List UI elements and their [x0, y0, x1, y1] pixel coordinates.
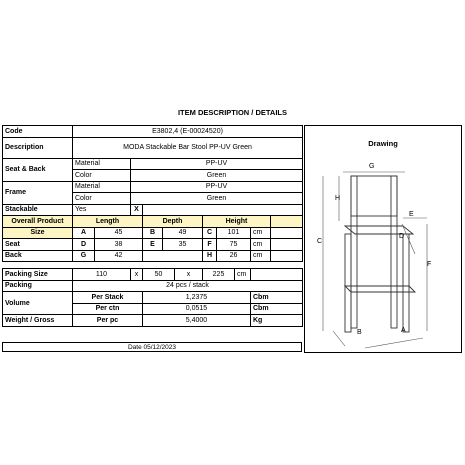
spacer	[3, 262, 303, 269]
seat-back-color-label: Color	[73, 170, 131, 182]
dim-label-f: F	[427, 261, 432, 268]
packing-h: 225	[203, 269, 235, 281]
frame-material-row	[3, 181, 303, 193]
dim-label-h: H	[335, 195, 341, 202]
height-label: Height	[203, 216, 271, 228]
per-stack-label: Per Stack	[73, 292, 143, 304]
packing-unit: cm	[235, 269, 251, 281]
overall-blank	[271, 227, 303, 239]
packing-w: 50	[143, 269, 175, 281]
b-label: B	[143, 227, 163, 239]
per-stack-value: 1,2375	[143, 292, 251, 304]
per-ctn-label: Per ctn	[73, 303, 143, 315]
f-value: 75	[217, 239, 251, 251]
frame-color: Green	[131, 193, 303, 205]
overall-size-row	[3, 227, 303, 239]
back-depth-blank	[143, 250, 203, 262]
b-value: 49	[163, 227, 203, 239]
footrest	[345, 286, 415, 292]
per-pc-label: Per pc	[73, 315, 143, 327]
drawing-panel	[304, 125, 462, 353]
stackable-row	[3, 204, 303, 216]
front-right-leg	[403, 234, 409, 332]
seat-back-material: PP-UV	[131, 158, 303, 170]
dim-label-c: C	[317, 238, 323, 245]
spec-table	[2, 125, 303, 327]
overall-unit: cm	[251, 227, 271, 239]
date-stamp: Date 05/12/2023	[2, 342, 302, 352]
frame-label: Frame	[3, 181, 73, 204]
seat-blank	[271, 239, 303, 251]
a-label: A	[73, 227, 95, 239]
length-label: Length	[73, 216, 143, 228]
packing-x1: x	[131, 269, 143, 281]
e-label: E	[143, 239, 163, 251]
seat-row	[3, 239, 303, 251]
frame-material: PP-UV	[131, 181, 303, 193]
packing-size-row	[3, 269, 303, 281]
h-label: H	[203, 250, 217, 262]
d-value: 38	[95, 239, 143, 251]
seat-back-label: Seat & Back	[3, 158, 73, 181]
backrest	[351, 176, 397, 216]
seat-back-material-row	[3, 158, 303, 170]
packing-label: Packing	[3, 280, 73, 292]
packing-l: 110	[73, 269, 131, 281]
description-value: MODA Stackable Bar Stool PP-UV Green	[73, 137, 303, 158]
per-stack-unit: Cbm	[251, 292, 303, 304]
code-row	[3, 126, 303, 138]
rear-right-leg	[391, 176, 397, 328]
packing-x2: x	[175, 269, 203, 281]
stackable-label: Stackable	[3, 204, 73, 216]
overall-header-row	[3, 216, 303, 228]
weight-row	[3, 315, 303, 327]
stackable-yes: Yes	[73, 204, 131, 216]
per-ctn-value: 0,0515	[143, 303, 251, 315]
packing-row	[3, 280, 303, 292]
spacer-row	[3, 262, 303, 269]
back-blank	[271, 250, 303, 262]
d-label: D	[73, 239, 95, 251]
dim-label-e: E	[409, 211, 414, 218]
rear-left-leg	[351, 176, 357, 328]
weight-label: Weight / Gross	[3, 315, 73, 327]
back-row	[3, 250, 303, 262]
volume-label: Volume	[3, 292, 73, 315]
dim-label-b: B	[357, 329, 362, 336]
seat-label: Seat	[3, 239, 73, 251]
seat-back-color: Green	[131, 170, 303, 182]
dim-label-d: D	[399, 233, 405, 240]
per-pc-value: 5,4000	[143, 315, 251, 327]
description-label: Description	[3, 137, 73, 158]
back-unit: cm	[251, 250, 271, 262]
packing-size-label: Packing Size	[3, 269, 73, 281]
dim-label-a: A	[401, 327, 406, 334]
bar-stool-drawing	[305, 126, 463, 354]
frame-material-label: Material	[73, 181, 131, 193]
g-value: 42	[95, 250, 143, 262]
drawing-title: Drawing	[368, 139, 398, 148]
seat-back-material-label: Material	[73, 158, 131, 170]
dim-label-g: G	[369, 163, 375, 170]
overall-header-blank	[271, 216, 303, 228]
page-title: ITEM DESCRIPTION / DETAILS	[177, 108, 288, 117]
g-label: G	[73, 250, 95, 262]
code-value: E3802,4 (E-00024520)	[73, 126, 303, 138]
stackable-mark: X	[131, 204, 143, 216]
e-value: 35	[163, 239, 203, 251]
h-value: 26	[217, 250, 251, 262]
per-pc-unit: Kg	[251, 315, 303, 327]
f-label: F	[203, 239, 217, 251]
frame-color-label: Color	[73, 193, 131, 205]
depth-label: Depth	[143, 216, 203, 228]
volume-stack-row	[3, 292, 303, 304]
stackable-blank	[143, 204, 303, 216]
a-value: 45	[95, 227, 143, 239]
c-value: 101	[217, 227, 251, 239]
overall-label: Overall Product	[3, 216, 73, 228]
packing-size-blank	[251, 269, 303, 281]
code-label: Code	[3, 126, 73, 138]
seat-unit: cm	[251, 239, 271, 251]
front-left-leg	[345, 234, 351, 332]
packing-value: 24 pcs / stack	[73, 280, 303, 292]
size-label: Size	[3, 227, 73, 239]
per-ctn-unit: Cbm	[251, 303, 303, 315]
back-label: Back	[3, 250, 73, 262]
c-label: C	[203, 227, 217, 239]
description-row	[3, 137, 303, 158]
